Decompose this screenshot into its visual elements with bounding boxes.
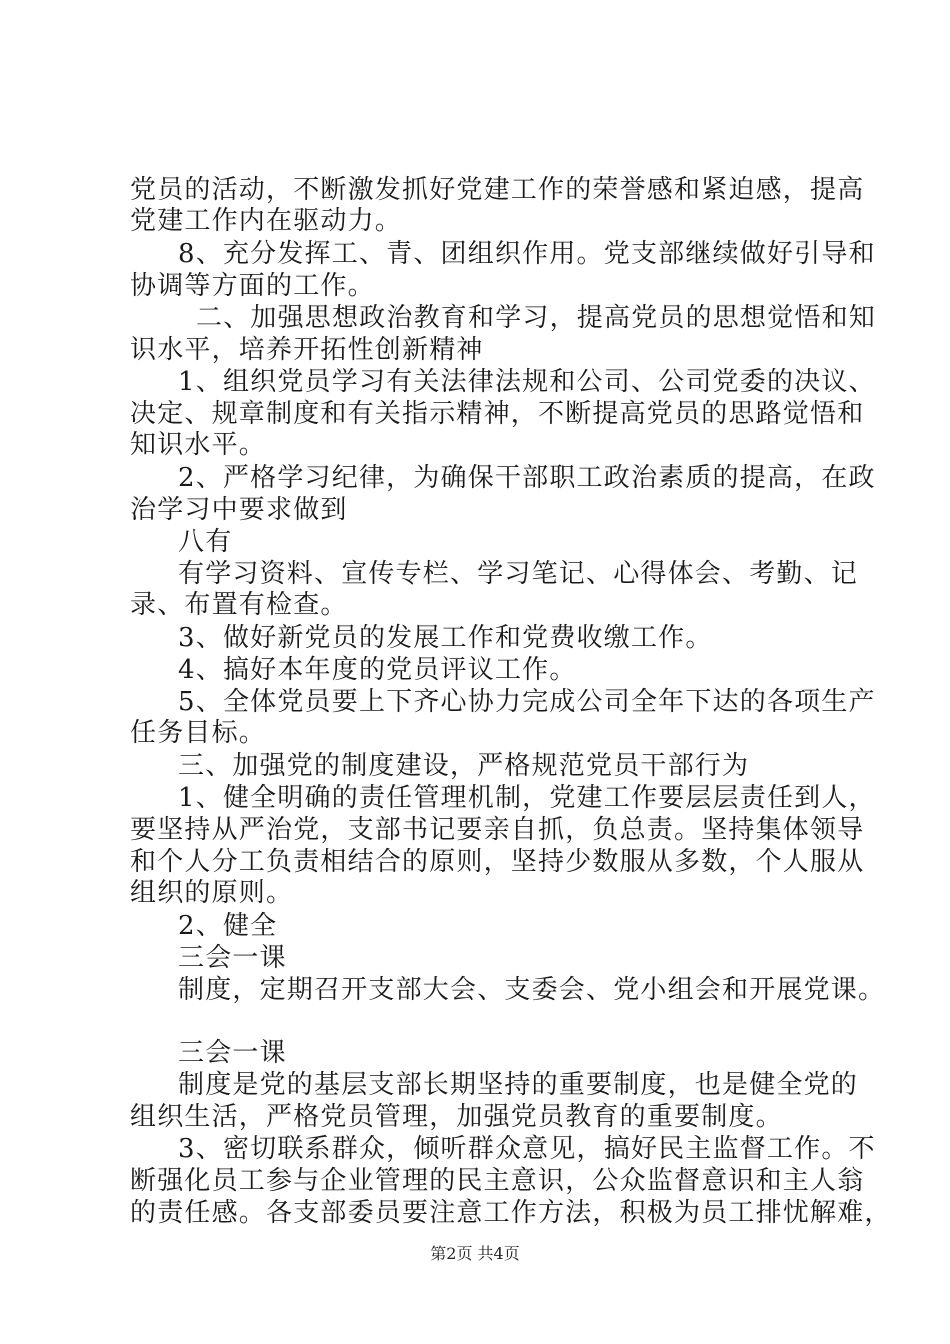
- body-line: 断强化员工参与企业管理的民主意识，公众监督意识和主人翁: [130, 1166, 865, 1196]
- body-line: 4、搞好本年度的党员评议工作。: [178, 655, 577, 685]
- body-line: 2、健全: [178, 911, 278, 941]
- body-line: 的责任感。各支部委员要注意工作方法，积极为员工排忧解难，: [130, 1198, 892, 1228]
- body-line: 制度是党的基层支部长期坚持的重要制度，也是健全党的: [178, 1070, 859, 1100]
- body-line: 3、做好新党员的发展工作和党费收缴工作。: [178, 623, 713, 653]
- page-number-footer: 第2页 共4页: [430, 1244, 520, 1263]
- body-line: 任务目标。: [130, 718, 267, 748]
- section-heading: 三、加强党的制度建设，严格规范党员干部行为: [178, 751, 750, 781]
- body-line: 知识水平。: [130, 430, 267, 460]
- body-line: 1、健全明确的责任管理机制，党建工作要层层责任到人，: [178, 783, 876, 813]
- body-line: 组织生活，严格党员管理，加强党员教育的重要制度。: [130, 1102, 783, 1132]
- body-line: 有学习资料、宣传专栏、学习笔记、心得体会、考勤、记: [178, 559, 859, 589]
- body-line: 三会一课: [178, 943, 287, 973]
- body-line: 识水平，培养开拓性创新精神: [130, 335, 484, 365]
- body-line: 5、全体党员要上下齐心协力完成公司全年下达的各项生产: [178, 687, 876, 717]
- body-line: 制度，定期召开支部大会、支委会、党小组会和开展党课。: [178, 975, 886, 1005]
- body-line: 8、充分发挥工、青、团组织作用。党支部继续做好引导和: [178, 239, 876, 269]
- body-line: 决定、规章制度和有关指示精神，不断提高党员的思路觉悟和: [130, 399, 865, 429]
- body-line: 八有: [178, 527, 233, 557]
- body-line: 和个人分工负责相结合的原则，坚持少数服从多数，个人服从: [130, 847, 865, 877]
- body-line: 党员的活动，不断激发抓好党建工作的荣誉感和紧迫感，提高: [130, 175, 865, 205]
- body-line: 要坚持从严治党，支部书记要亲自抓，负总责。坚持集体领导: [130, 815, 865, 845]
- body-line: 治学习中要求做到: [130, 495, 348, 525]
- body-line: 录、布置有检查。: [130, 590, 348, 620]
- section-heading: 二、加强思想政治教育和学习，提高党员的思想觉悟和知: [196, 303, 877, 333]
- body-line: 组织的原则。: [130, 878, 294, 908]
- body-line: 协调等方面的工作。: [130, 271, 375, 301]
- body-line: 1、组织党员学习有关法律法规和公司、公司党委的决议、: [178, 367, 876, 397]
- body-line: 党建工作内在驱动力。: [130, 206, 403, 236]
- body-line: 3、密切联系群众，倾听群众意见，搞好民主监督工作。不: [178, 1134, 876, 1164]
- body-line: 2、严格学习纪律，为确保干部职工政治素质的提高，在政: [178, 463, 876, 493]
- body-line: 三会一课: [178, 1038, 287, 1068]
